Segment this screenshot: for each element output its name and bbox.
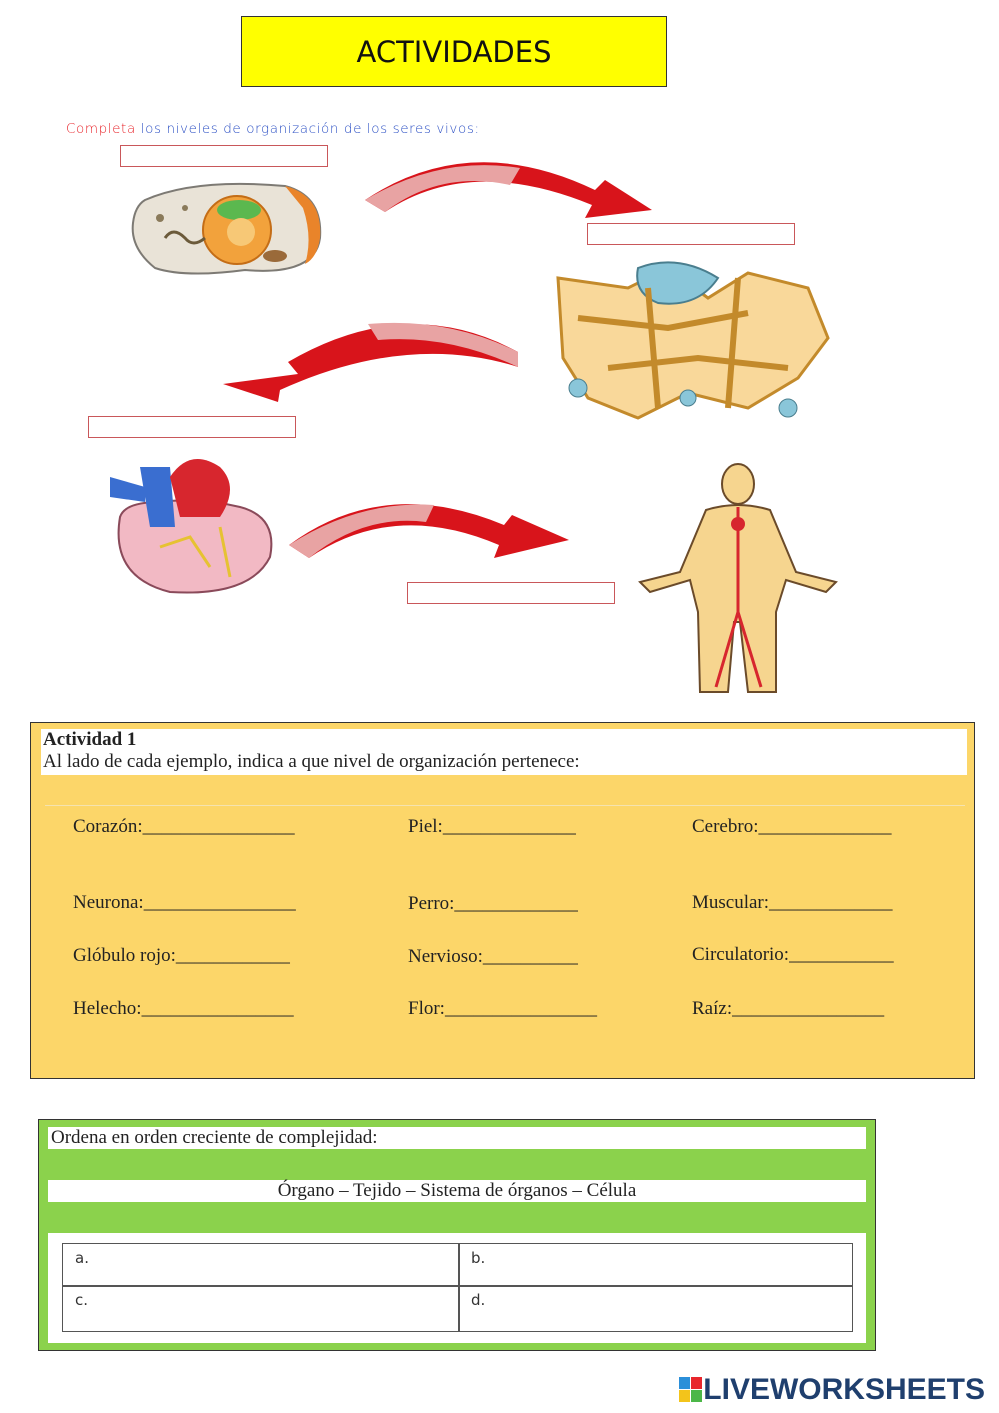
instruction-keyword: Completa xyxy=(66,121,136,137)
arrow-3 xyxy=(284,490,574,560)
item-circulatorio[interactable]: Circulatorio:___________ xyxy=(692,944,894,965)
item-raiz[interactable]: Raíz:________________ xyxy=(692,998,885,1019)
ordena-panel xyxy=(38,1119,876,1351)
item-cerebro[interactable]: Cerebro:______________ xyxy=(692,816,892,837)
cell-a[interactable]: a. xyxy=(75,1249,89,1267)
tissue-illustration xyxy=(548,258,836,423)
instruction-text xyxy=(66,121,480,137)
answer-box-tissue[interactable] xyxy=(587,223,795,245)
logo-text: LIVEWORKSHEETS xyxy=(703,1373,985,1406)
ordena-sequence: Órgano – Tejido – Sistema de órganos – Célula xyxy=(48,1180,866,1202)
cell-d[interactable]: d. xyxy=(471,1291,486,1309)
cell-c[interactable]: c. xyxy=(75,1291,89,1309)
cell-b[interactable]: b. xyxy=(471,1249,486,1267)
page-title: ACTIVIDADES xyxy=(241,16,667,87)
arrow-1 xyxy=(360,150,660,220)
answer-box-system[interactable] xyxy=(407,582,615,604)
item-corazon[interactable]: Corazón:________________ xyxy=(73,816,295,837)
item-perro[interactable]: Perro:_____________ xyxy=(408,893,578,914)
actividad-1-subtitle: Al lado de cada ejemplo, indica a que nivel de organización pertenece: xyxy=(43,751,580,772)
item-piel[interactable]: Piel:______________ xyxy=(408,816,576,837)
item-neurona[interactable]: Neurona:________________ xyxy=(73,892,296,913)
answer-box-organ[interactable] xyxy=(88,416,296,438)
actividad-1-title: Actividad 1 xyxy=(43,729,137,750)
answer-table-wrap xyxy=(48,1233,866,1343)
ordena-instruction: Ordena en orden creciente de complejidad: xyxy=(48,1127,866,1149)
logo-icon xyxy=(679,1377,703,1403)
item-globulo-rojo[interactable]: Glóbulo rojo:____________ xyxy=(73,945,290,966)
actividad-1-panel xyxy=(30,722,975,1079)
item-muscular[interactable]: Muscular:_____________ xyxy=(692,892,893,913)
item-nervioso[interactable]: Nervioso:__________ xyxy=(408,946,578,967)
arrow-2 xyxy=(218,312,523,404)
table-divider-v xyxy=(458,1244,460,1331)
item-helecho[interactable]: Helecho:________________ xyxy=(73,998,294,1019)
answer-table xyxy=(62,1243,853,1332)
table-divider-h xyxy=(63,1285,852,1287)
actividad-1-header xyxy=(41,729,967,775)
instruction-rest: los niveles de organización de los seres vivos: xyxy=(140,121,480,137)
item-flor[interactable]: Flor:________________ xyxy=(408,998,597,1019)
human-body-illustration xyxy=(636,462,841,697)
liveworksheets-logo xyxy=(679,1373,985,1407)
divider xyxy=(45,805,965,806)
heart-illustration xyxy=(100,447,280,597)
cell-illustration xyxy=(125,178,325,280)
answer-box-cell[interactable] xyxy=(120,145,328,167)
